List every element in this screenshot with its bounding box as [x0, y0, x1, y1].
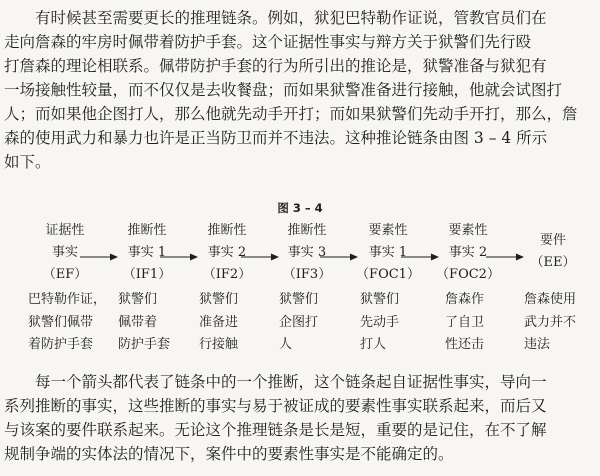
description-line: 巴特勒作证，	[28, 292, 107, 307]
description-line: 先动手	[360, 314, 400, 330]
description-inferred-fact-1	[118, 289, 194, 357]
description-fact-of-consequence-2	[445, 289, 521, 357]
text-line: 一场接触性较量，而不仅仅是去收餐盘；而如果狱警准备进行接触，他就会试图打	[4, 81, 563, 99]
node-label: （IF3）	[282, 267, 332, 282]
description-line: 着防护手套	[28, 337, 94, 352]
description-line: 詹森作	[445, 292, 485, 307]
description-line: 佩带着	[118, 314, 158, 330]
arrow-right-icon	[320, 252, 358, 262]
description-fact-of-consequence-1	[360, 289, 436, 357]
node-label: 要件	[539, 233, 566, 248]
text-line: 走向詹森的牢房时佩带着防护手套。这个证据性事实与辩方关于狱警们先行殴	[4, 33, 532, 51]
node-label: （IF2）	[202, 267, 252, 282]
node-label: （IF1）	[122, 267, 172, 282]
node-label: 事实 1	[127, 245, 167, 260]
description-line: 性还击	[445, 337, 485, 352]
description-line: 准备进	[199, 314, 239, 330]
text-line: 规制争端的实体法的情况下，案件中的要素性事实是不能确定的。	[4, 445, 454, 463]
description-line: 武力并不	[524, 314, 577, 330]
description-line: 狱警们佩带	[28, 314, 94, 330]
description-line: 违法	[524, 337, 551, 352]
description-inferred-fact-2	[199, 289, 275, 357]
text-line: 森的使用武力和暴力也许是正当防卫而并不违法。这种推论链条由图 3 – 4 所示	[4, 129, 548, 147]
arrow-right-icon	[80, 252, 118, 262]
description-line: 防护手套	[118, 337, 171, 352]
node-label: 事实	[51, 245, 78, 260]
description-evidential-fact	[28, 289, 107, 357]
description-line: 狱警们	[360, 292, 400, 307]
description-inferred-fact-3	[279, 289, 355, 357]
node-label: （FOC2）	[436, 267, 500, 282]
node-label: 推断性	[287, 223, 327, 238]
arrow-right-icon	[486, 252, 524, 262]
text-line: 人；而如果他企图打人，那么他就先动手开打；而如果狱警们先动手开打，那么，詹	[4, 105, 578, 123]
text-line: 系列推断的事实，这些推断的事实与易于被证成的要素性事实联系起来，而后又	[4, 397, 547, 415]
text-line: 如下。	[4, 153, 51, 171]
description-line: 狱警们	[199, 292, 239, 307]
node-label: 事实 2	[207, 245, 247, 260]
arrow-right-icon	[160, 252, 198, 262]
description-essential-element	[524, 289, 600, 357]
node-label: （EE）	[530, 255, 576, 270]
description-line: 狱警们	[279, 292, 319, 307]
text-line: 每一个箭头都代表了链条中的一个推断，这个链条起自证据性事实，导向一	[35, 373, 547, 391]
text-line: 打詹森的理论相联系。佩带防护手套的行为所引出的推论是，狱警准备与狱犯有	[4, 57, 547, 75]
node-label: （EF）	[42, 267, 88, 282]
arrow-right-icon	[241, 252, 279, 262]
arrow-right-icon	[401, 252, 439, 262]
description-line: 人	[279, 337, 293, 352]
description-line: 企图打	[279, 314, 319, 330]
node-label: 事实 3	[287, 245, 327, 260]
node-label: 推断性	[127, 223, 167, 238]
description-line: 了自卫	[445, 314, 485, 330]
node-label: 推断性	[207, 223, 247, 238]
node-label: 事实 2	[448, 245, 488, 260]
text-line: 有时候甚至需要更长的推理链条。例如，狱犯巴特勒作证说，管教官员们在	[35, 9, 547, 27]
node-label: 证据性	[45, 223, 85, 238]
description-line: 行接触	[199, 337, 239, 352]
description-line: 狱警们	[118, 292, 158, 307]
description-line: 打人	[360, 337, 387, 352]
node-label: 要素性	[448, 223, 488, 238]
intro-paragraph	[4, 6, 592, 174]
figure-title: 图 3 – 4	[277, 201, 323, 215]
node-label: 要素性	[368, 223, 408, 238]
node-essential-element	[516, 230, 590, 274]
description-line: 詹森使用	[524, 292, 577, 307]
node-label: （FOC1）	[356, 267, 420, 282]
node-label: 事实 1	[368, 245, 408, 260]
explanation-paragraph	[4, 370, 592, 466]
text-line: 与该案的要件联系起来。无论这个推理链条是长是短，重要的是记住，在不了解	[4, 421, 547, 439]
